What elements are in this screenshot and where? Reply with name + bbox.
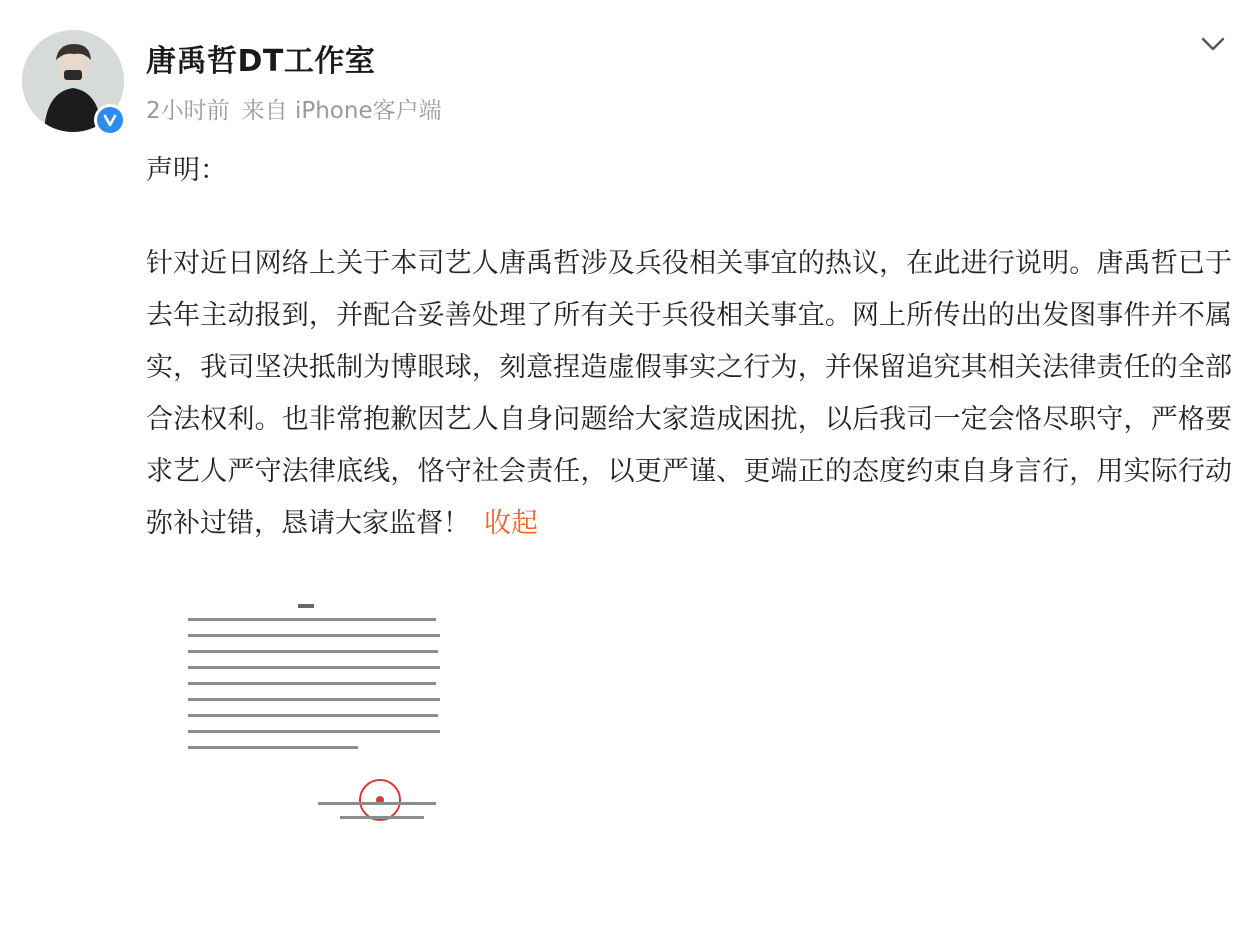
post-source[interactable]: 来自 iPhone客户端 (241, 98, 442, 124)
verified-badge-icon (94, 104, 126, 136)
chevron-down-icon[interactable] (1198, 34, 1228, 54)
post-heading: 声明： (146, 155, 227, 186)
post-body (146, 238, 1232, 550)
author-name[interactable]: 唐禹哲DT工作室 (146, 44, 376, 79)
post-meta (146, 92, 442, 125)
statement-document-image[interactable] (170, 596, 460, 846)
post-body-text: 针对近日网络上关于本司艺人唐禹哲涉及兵役相关事宜的热议，在此进行说明。唐禹哲已于去年主动报到，并配合妥善处理了所有关于兵役相关事宜。网上所传出的出发图事件并不属实，我司坚决抵制为博眼球，刻意捏造虚假事实之行为，并保留追究其相关法律责任的全部合法权利。也非常抱歉因艺人自身问题给大家造成困扰，以后我司一定会恪尽职守，严格要求艺人严守法律底线，恪守社会责任，以更严谨、更端正的态度约束自身言行，用实际行动弥补过错，恳请大家监督！ (146, 248, 1232, 539)
post-time: 2小时前 (146, 98, 230, 124)
collapse-link[interactable]: 收起 (484, 508, 538, 539)
